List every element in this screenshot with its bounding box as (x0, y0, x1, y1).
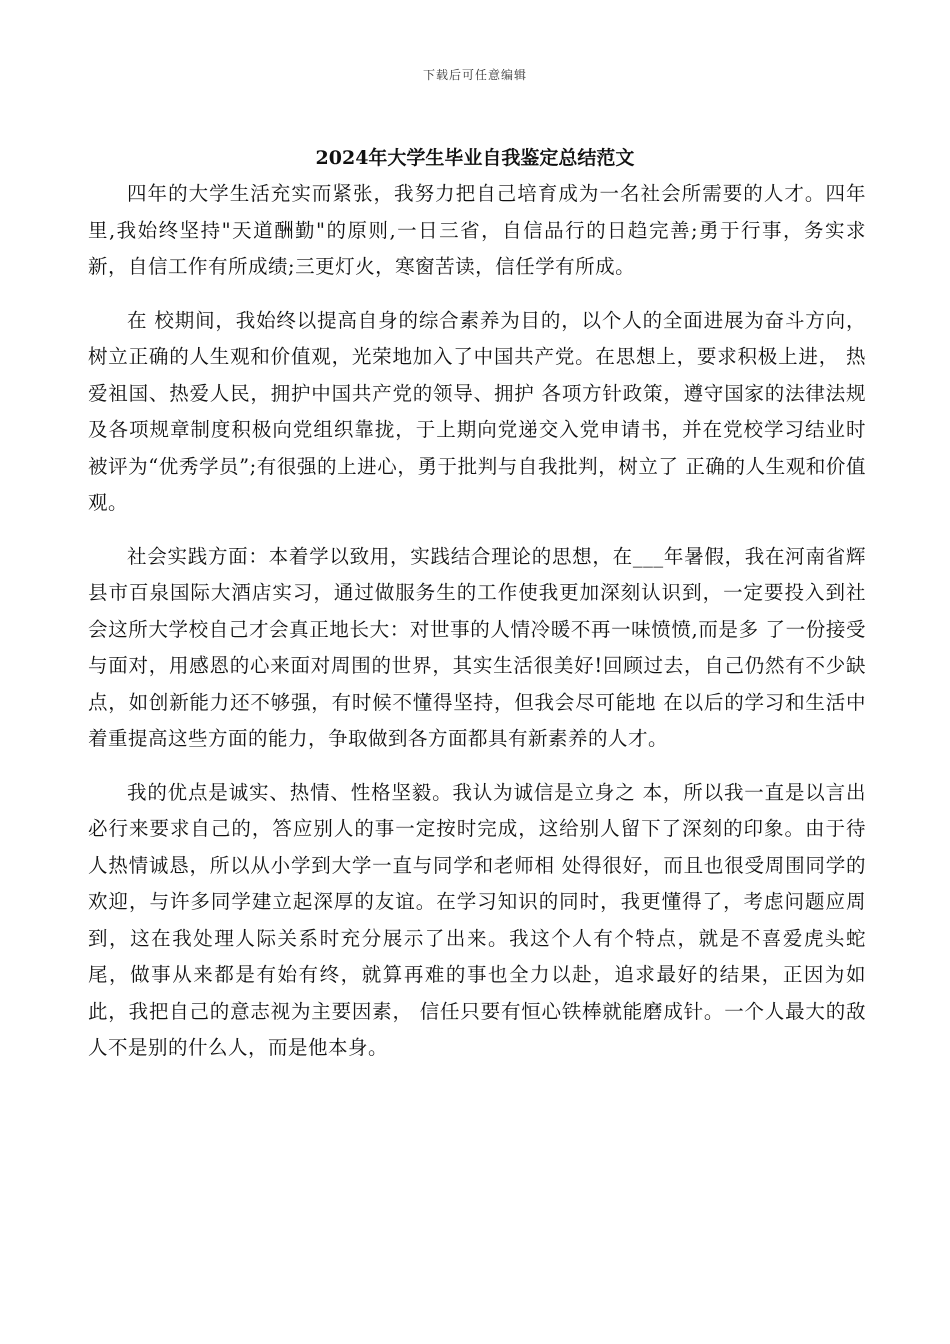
document-title: 2024年大学生毕业自我鉴定总结范文 (315, 147, 635, 169)
paragraph-intro: 四年的大学生活充实而紧张，我努力把自己培育成为一名社会所需要的人才。四年里,我始终坚持"天道酬勤"的原则,一日三省，自信品行的日趋完善;勇于行事，务实求新，自信工作有所成绩;三更灯火，寒窗苦读，信任学有所成。 (88, 182, 866, 278)
paragraph-political: 在 校期间，我始终以提高自身的综合素养为目的，以个人的全面进展为奋斗方向，树立正确的人生观和价值观，光荣地加入了中国共产党。在思想上，要求积极上进， 热爱祖国、热爱人民，拥护中国共产党的领导、拥护 各项方针政策，遵守国家的法律法规及各项规章制度积极向党组织靠拢，于上期向党递交入党申请书，并在党校学习结业时被评为“优秀学员”;有很强的上进心，勇于批判与自我批判，树立了 正确的人生观和价值观。 (88, 308, 866, 514)
paragraph-social-practice: 社会实践方面：本着学以致用，实践结合理论的思想，在___年暑假，我在河南省辉 县市百泉国际大酒店实习，通过做服务生的工作使我更加深刻认识到，一定要投入到社会这所大学校自己才会真正地长大：对世事的人情冷暖不再一味愤愤,而是多 了一份接受与面对，用感恩的心来面对周围的世界，其实生活很美好!回顾过去，自己仍然有不少缺点，如创新能力还不够强，有时候不懂得坚持，但我会尽可能地 在以后的学习和生活中着重提高这些方面的能力，争取做到各方面都具有新素养的人才。 (88, 544, 866, 750)
paragraph-strengths: 我的优点是诚实、热情、性格坚毅。我认为诚信是立身之 本，所以我一直是以言出必行来要求自己的，答应别人的事一定按时完成，这给别人留下了深刻的印象。由于待人热情诚恳，所以从小学到大学一直与同学和老师相 处得很好，而且也很受周围同学的欢迎，与许多同学建立起深厚的友谊。在学习知识的同时，我更懂得了，考虑问题应周到，这在我处理人际关系时充分展示了出来。我这个人有个特点，就是不喜爱虎头蛇尾，做事从来都是有始有终，就算再难的事也全力以赴，追求最好的结果，正因为如此，我把自己的意志视为主要因素， 信任只要有恒心铁棒就能磨成针。一个人最大的敌人不是别的什么人，而是他本身。 (88, 780, 866, 1059)
document-body (88, 176, 866, 1084)
download-note: 下载后可任意编辑 (422, 68, 527, 82)
